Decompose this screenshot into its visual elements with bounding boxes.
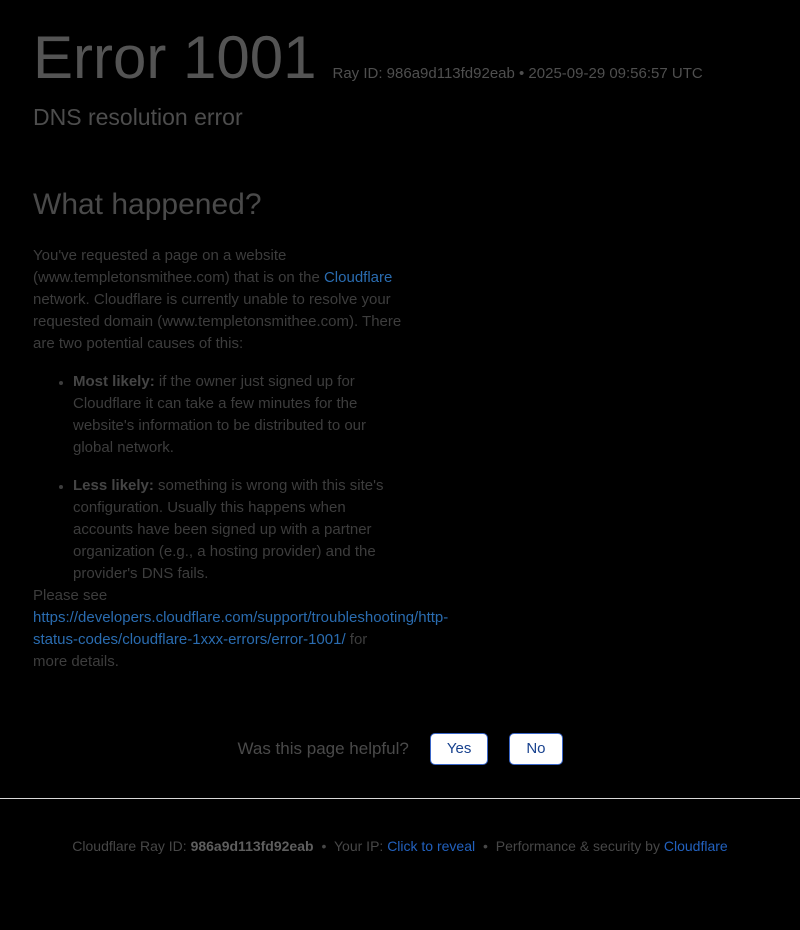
feedback-yes-button[interactable]: Yes [430,733,488,765]
footer-ip-label: Your IP: [334,838,388,854]
footer-ray-id: 986a9d113fd92eab [190,838,314,854]
what-happened-section [33,187,449,673]
footer-cloudflare-link[interactable]: Cloudflare [663,838,728,854]
intro-text-before-link: You've requested a page on a website (www.templetonsmithee.com) that is on the [33,247,324,286]
cause-most-likely-text: if the owner just signed up for Cloudflare it can take a few minutes for the website's information to be distributed to our global network. [73,373,367,456]
click-to-reveal-ip-link[interactable]: Click to reveal [387,838,476,854]
footer-separator: • [321,838,327,854]
see-more-text-after-link: for more details. [33,631,368,670]
section-heading: What happened? [33,188,262,221]
troubleshooting-docs-link[interactable]: https://developers.cloudflare.com/support/troubleshooting/http-status-codes/cloudflare-1xxx-errors/error-1001/ [33,609,449,648]
cloudflare-inline-link[interactable]: Cloudflare [323,269,393,286]
see-more-paragraph [33,585,449,673]
description-paragraph [33,245,405,355]
cause-less-likely-text: something is wrong with this site's configuration. Usually this happens when accounts have been signed up with a partner organization (e.g., a hosting provider) and the provider's DNS fails. [73,477,384,582]
cause-less-likely-label: Less likely: [73,477,154,494]
error-code-title: Error 1001 [33,24,317,91]
header [33,24,767,131]
footer-performance-label: Performance & security by [495,838,664,854]
causes-list [33,371,405,585]
feedback-question: Was this page helpful? [237,739,409,758]
feedback-bar [0,733,800,798]
footer [0,798,800,894]
header-title-row [33,24,767,91]
footer-separator: • [483,838,488,854]
cause-most-likely-label: Most likely: [73,373,155,390]
cause-less-likely [73,475,405,585]
ray-id-timestamp: Ray ID: 986a9d113fd92eab • 2025-09-29 09:56:57 UTC [332,65,703,82]
intro-text-after-link: network. Cloudflare is currently unable to resolve your requested domain (www.templetonsmithee.com). There are two potential causes of this: [33,291,402,352]
footer-ray-label: Cloudflare Ray ID: [72,838,191,854]
cause-most-likely [73,371,405,459]
see-more-text-before-link: Please see [33,587,108,604]
error-subtitle: DNS resolution error [33,104,243,130]
feedback-no-button[interactable]: No [509,733,562,765]
